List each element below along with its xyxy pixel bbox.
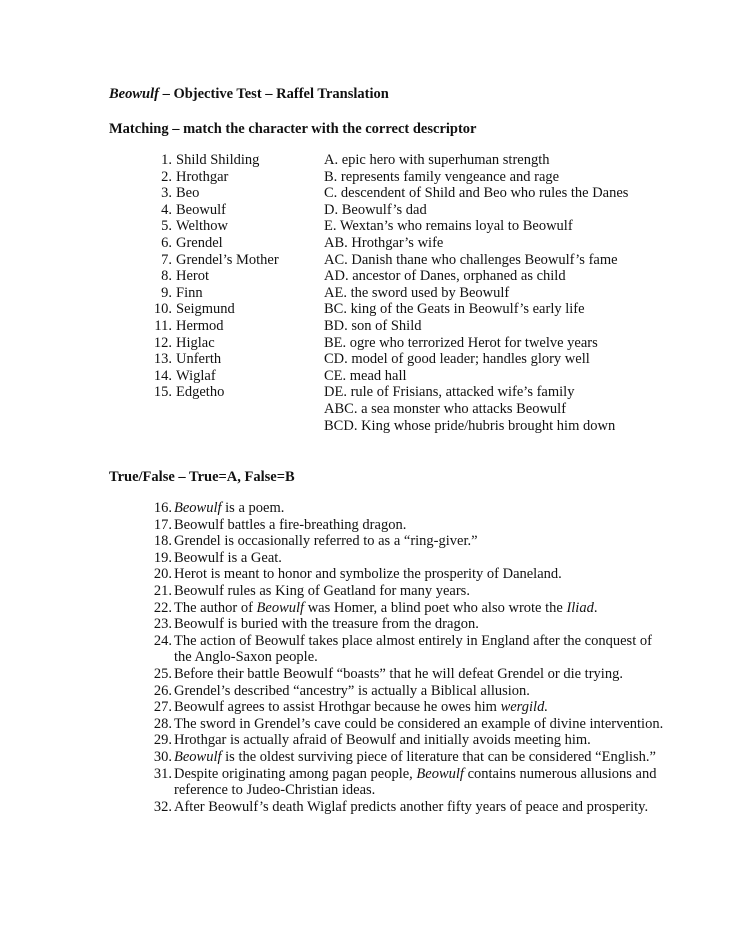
character-name: Edgetho xyxy=(176,384,225,401)
character-number: 1. xyxy=(161,152,172,168)
character-item xyxy=(146,252,279,269)
question-text-part: Beowulf agrees to assist Hrothgar because he owes him xyxy=(174,699,501,716)
descriptor-item: BC. king of the Geats in Beowulf’s early life xyxy=(324,301,585,318)
question-text-part: The sword in Grendel’s cave could be considered an example of divine intervention. xyxy=(174,715,664,732)
descriptor-item: BD. son of Shild xyxy=(324,317,422,334)
character-item xyxy=(146,384,279,401)
question-number: 17. xyxy=(153,516,172,533)
character-number: 11. xyxy=(154,317,172,334)
question-text-part: . xyxy=(593,599,598,616)
character-number: 12. xyxy=(153,334,172,351)
character-name: Herot xyxy=(176,268,210,285)
question-text xyxy=(174,550,666,567)
character-item xyxy=(146,152,279,169)
character-number: 3. xyxy=(161,185,172,202)
character-number: 5. xyxy=(161,218,172,235)
question-item xyxy=(146,583,666,600)
character-name: Higlac xyxy=(176,334,215,351)
descriptor-item: CD. model of good leader; handles glory well xyxy=(324,351,590,368)
character-name: Grendel’s Mother xyxy=(176,251,279,268)
question-text-part: is a poem. xyxy=(221,500,285,516)
question-text-part: Beowulf is a Geat. xyxy=(174,549,282,566)
question-text-part: Before their battle Beowulf “boasts” that he will defeat Grendel or die trying. xyxy=(174,665,623,682)
character-item xyxy=(146,351,279,368)
question-text-part: Beowulf battles a fire-breathing dragon. xyxy=(174,516,407,533)
character-list xyxy=(146,152,279,401)
question-text-part: Beowulf xyxy=(256,599,305,616)
character-item xyxy=(146,301,279,318)
character-item xyxy=(146,218,279,235)
character-item xyxy=(146,268,279,285)
question-text xyxy=(174,749,666,766)
question-text-part: The author of xyxy=(174,599,257,616)
character-name: Grendel xyxy=(176,234,223,251)
question-number: 28. xyxy=(153,715,172,732)
truefalse-heading: True/False – True=A, False=B xyxy=(109,469,295,485)
character-name: Seigmund xyxy=(176,301,235,318)
question-text xyxy=(174,600,666,617)
character-number: 2. xyxy=(161,168,172,185)
character-item xyxy=(146,335,279,352)
character-name: Wiglaf xyxy=(176,367,216,384)
character-name: Welthow xyxy=(176,218,228,235)
question-text-part: Beowulf xyxy=(416,765,464,782)
question-text-part: After Beowulf’s death Wiglaf predicts another fifty years of peace and prosperity. xyxy=(174,798,649,815)
descriptor-item: CE. mead hall xyxy=(324,367,407,384)
character-number: 6. xyxy=(161,234,172,251)
question-text xyxy=(174,616,666,633)
question-text-part: Beowulf is buried with the treasure from the dragon. xyxy=(174,616,479,633)
character-name: Shild Shilding xyxy=(176,152,260,168)
descriptor-item: BE. ogre who terrorized Herot for twelve years xyxy=(324,334,598,351)
question-number: 25. xyxy=(153,665,172,682)
question-text-part: Beowulf xyxy=(174,500,222,516)
question-text xyxy=(174,732,666,749)
character-number: 10. xyxy=(153,301,172,318)
truefalse-list xyxy=(146,500,666,815)
character-name: Beo xyxy=(176,185,200,202)
question-text-part: is the oldest surviving piece of literature that can be considered “English.” xyxy=(221,748,656,765)
question-text-part: contains numerous allusions and reference to Judeo-Christian ideas. xyxy=(174,765,657,799)
question-item xyxy=(146,500,666,517)
question-text-part: The action of Beowulf takes place almost entirely in England after the conquest of the Anglo-Saxon people. xyxy=(174,632,652,666)
character-item xyxy=(146,368,279,385)
character-number: 4. xyxy=(161,201,172,218)
question-text-part: Grendel is occasionally referred to as a “ring-giver.” xyxy=(174,533,478,550)
question-text xyxy=(174,699,666,716)
question-text-part: Despite originating among pagan people, xyxy=(174,765,417,782)
character-number: 8. xyxy=(161,268,172,285)
question-text xyxy=(174,799,666,816)
character-item xyxy=(146,185,279,202)
question-number: 19. xyxy=(153,549,172,566)
document-title xyxy=(109,86,389,103)
question-text xyxy=(174,766,666,799)
descriptor-item: B. represents family vengeance and rage xyxy=(324,168,560,185)
question-text xyxy=(174,517,666,534)
question-item xyxy=(146,749,666,766)
character-number: 7. xyxy=(161,251,172,268)
question-item xyxy=(146,633,666,666)
descriptor-item: AE. the sword used by Beowulf xyxy=(324,284,510,301)
character-number: 14. xyxy=(153,367,172,384)
character-item xyxy=(146,202,279,219)
character-item xyxy=(146,235,279,252)
character-number: 9. xyxy=(161,284,172,301)
question-number: 29. xyxy=(153,732,172,749)
descriptor-item: BCD. King whose pride/hubris brought him down xyxy=(324,417,616,434)
question-item xyxy=(146,550,666,567)
question-number: 24. xyxy=(153,632,172,649)
descriptor-item: DE. rule of Frisians, attacked wife’s family xyxy=(324,384,575,401)
character-item xyxy=(146,318,279,335)
question-number: 16. xyxy=(153,500,172,516)
question-text xyxy=(174,566,666,583)
question-text xyxy=(174,666,666,683)
question-item xyxy=(146,616,666,633)
question-text-part: was Homer, a blind poet who also wrote the xyxy=(304,599,567,616)
title-rest: – Objective Test – Raffel Translation xyxy=(158,86,389,102)
descriptor-list xyxy=(324,152,628,434)
question-item xyxy=(146,666,666,683)
descriptor-item: A. epic hero with superhuman strength xyxy=(324,152,550,168)
question-item xyxy=(146,766,666,799)
question-item xyxy=(146,716,666,733)
character-name: Unferth xyxy=(176,351,222,368)
question-text-part: Iliad xyxy=(566,599,594,616)
question-item xyxy=(146,799,666,816)
question-item xyxy=(146,699,666,716)
character-number: 15. xyxy=(153,384,172,401)
question-number: 26. xyxy=(153,682,172,699)
character-name: Hermod xyxy=(176,317,224,334)
question-text xyxy=(174,533,666,550)
question-item xyxy=(146,732,666,749)
question-item xyxy=(146,566,666,583)
question-text xyxy=(174,633,666,666)
question-number: 32. xyxy=(153,798,172,815)
question-number: 18. xyxy=(153,533,172,550)
question-item xyxy=(146,517,666,534)
descriptor-item: AC. Danish thane who challenges Beowulf’s fame xyxy=(324,251,618,268)
character-item xyxy=(146,285,279,302)
question-number: 30. xyxy=(153,748,172,765)
matching-heading: Matching – match the character with the correct descriptor xyxy=(109,121,477,137)
character-name: Finn xyxy=(176,284,203,301)
descriptor-item: ABC. a sea monster who attacks Beowulf xyxy=(324,400,567,417)
descriptor-item: D. Beowulf’s dad xyxy=(324,201,427,218)
descriptor-item: E. Wextan’s who remains loyal to Beowulf xyxy=(324,218,573,235)
character-name: Beowulf xyxy=(176,201,226,218)
question-item xyxy=(146,533,666,550)
character-item xyxy=(146,169,279,186)
question-text-part: Grendel’s described “ancestry” is actually a Biblical allusion. xyxy=(174,682,530,699)
question-number: 22. xyxy=(153,599,172,616)
title-work: Beowulf xyxy=(109,86,159,102)
question-number: 27. xyxy=(153,699,172,716)
question-text xyxy=(174,716,666,733)
character-number: 13. xyxy=(153,351,172,368)
question-text-part: Hrothgar is actually afraid of Beowulf and initially avoids meeting him. xyxy=(174,732,591,749)
question-number: 31. xyxy=(153,765,172,782)
question-text xyxy=(174,500,666,517)
character-name: Hrothgar xyxy=(176,168,229,185)
question-item xyxy=(146,600,666,617)
question-number: 20. xyxy=(153,566,172,583)
question-text-part: Herot is meant to honor and symbolize the prosperity of Daneland. xyxy=(174,566,562,583)
descriptor-item: C. descendent of Shild and Beo who rules the Danes xyxy=(324,185,629,202)
question-text-part: Beowulf xyxy=(174,748,222,765)
question-number: 21. xyxy=(153,582,172,599)
question-text xyxy=(174,583,666,600)
descriptor-item: AB. Hrothgar’s wife xyxy=(324,234,444,251)
question-text xyxy=(174,683,666,700)
question-text-part: Beowulf rules as King of Geatland for many years. xyxy=(174,582,470,599)
question-number: 23. xyxy=(153,616,172,633)
descriptor-item: AD. ancestor of Danes, orphaned as child xyxy=(324,268,566,285)
question-text-part: wergild. xyxy=(500,699,548,716)
question-item xyxy=(146,683,666,700)
